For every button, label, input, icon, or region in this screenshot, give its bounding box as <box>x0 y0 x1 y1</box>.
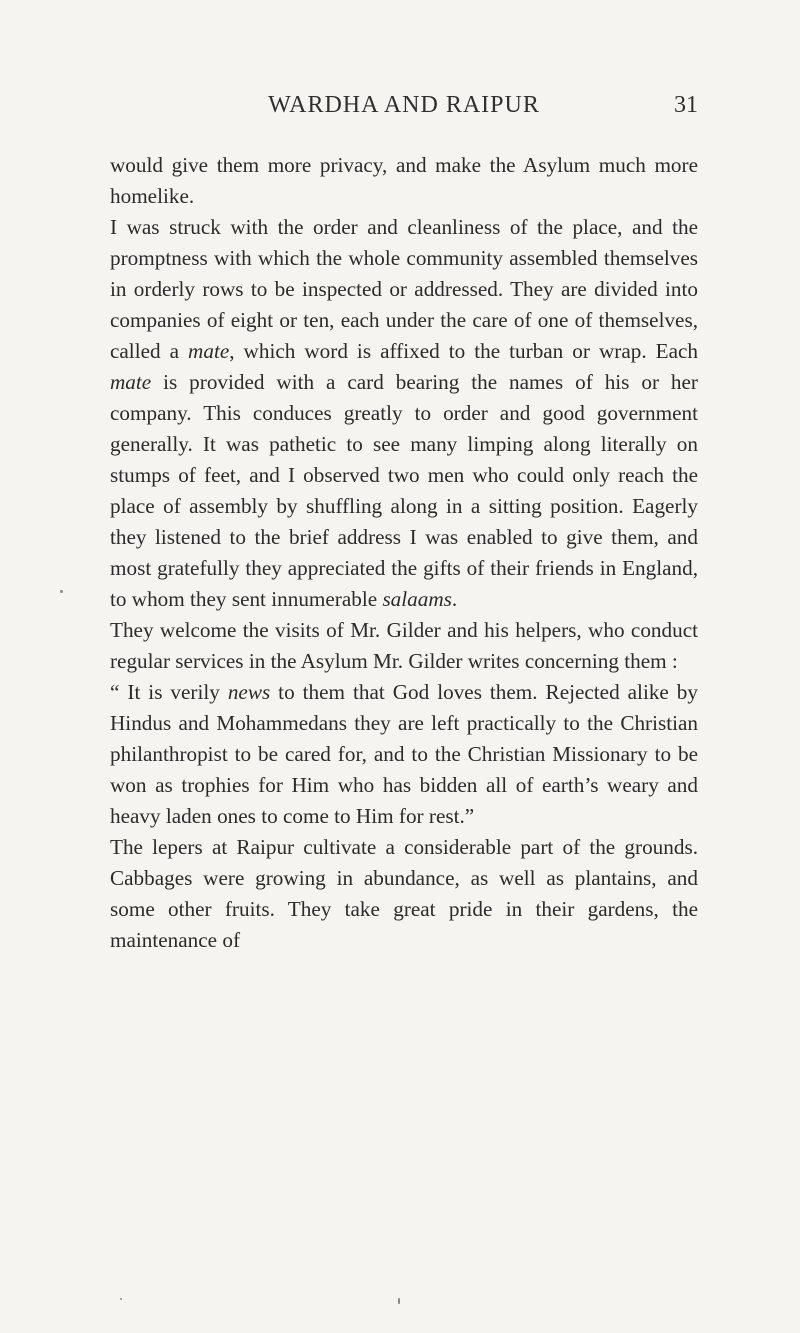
paragraph-1 <box>110 150 698 212</box>
italic-term-mate: mate <box>110 370 152 394</box>
paragraph-3 <box>110 615 698 677</box>
italic-term-news: news <box>227 680 271 704</box>
page-number: 31 <box>674 92 698 118</box>
paper-speck <box>60 590 63 593</box>
text-run: . <box>451 587 458 611</box>
text-run: would give them more privacy, and make the Asylum much more homelike. <box>110 153 698 208</box>
text-run: , which word is affixed to the turban or wrap. Each <box>229 339 699 363</box>
page-header <box>110 92 698 132</box>
paper-speck <box>120 1298 122 1300</box>
text-run: to them that God loves them. Rejected alike by Hindus and Mohammedans they are left practically to the Christian philanthropist to be cared for, and to the Christian Missionary to be won as trophies for Him who has bidden all of earth’s weary and heavy laden ones to come to Him for rest.” <box>110 680 698 828</box>
paragraph-5 <box>110 832 698 956</box>
text-run: The lepers at Raipur cultivate a considerable part of the grounds. Cabbages were growing in abundance, as well as plantains, and some other fruits. They take great pride in their gardens, the maintenance of <box>110 835 698 952</box>
paragraph-2 <box>110 212 698 615</box>
text-run: I was struck with the order and cleanliness of the place, and the promptness with which the whole community assembled themselves in orderly rows to be inspected or addressed. They are divided into companies of eight or ten, each under the care of one of themselves, called a <box>110 215 698 363</box>
running-head: WARDHA AND RAIPUR <box>268 92 540 118</box>
paper-speck <box>398 1298 400 1304</box>
paragraph-4-quotation <box>110 677 698 832</box>
text-run: “ It is verily <box>110 680 228 704</box>
italic-term-mate: mate <box>188 339 230 363</box>
text-run: They welcome the visits of Mr. Gilder and his helpers, who conduct regular services in the Asylum Mr. Gilder writes concerning them : <box>110 618 698 673</box>
text-run: is provided with a card bearing the names of his or her company. This conduces greatly to order and good government generally. It was pathetic to see many limping along literally on stumps of feet, and I observed two men who could only reach the place of assembly by shuffling along in a sitting position. Eagerly they listened to the brief address I was enabled to give them, and most gratefully they appreciated the gifts of their friends in England, to whom they sent innumerable <box>110 370 698 611</box>
italic-term-salaams: salaams <box>382 587 452 611</box>
body-text <box>110 150 698 956</box>
